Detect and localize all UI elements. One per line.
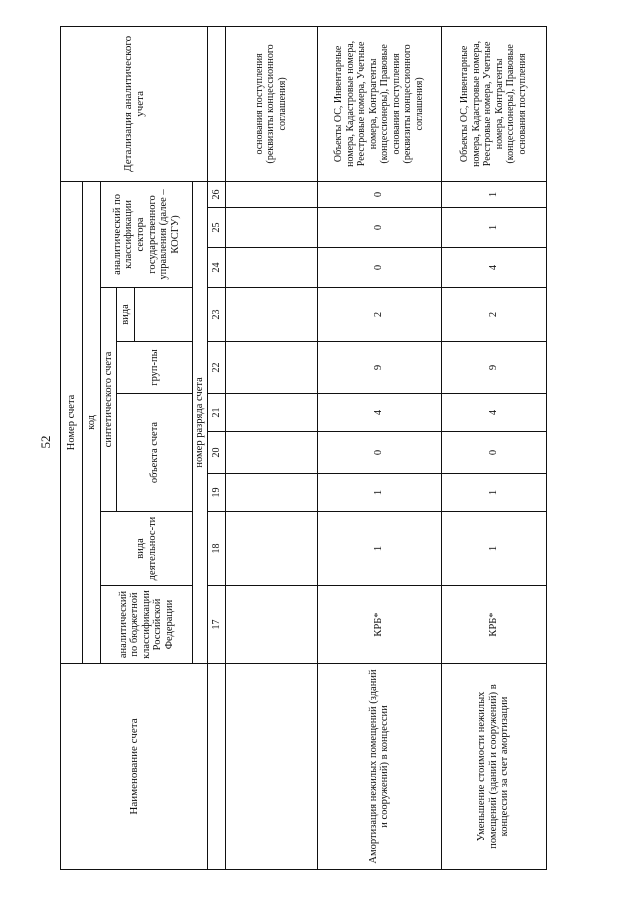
header-synthetic: синтетического счета bbox=[101, 288, 117, 512]
column-number: 20 bbox=[207, 432, 225, 474]
row-cell: 1 bbox=[441, 208, 546, 248]
row-cell bbox=[225, 248, 317, 288]
row-cell: 0 bbox=[317, 181, 441, 207]
accounts-table bbox=[60, 26, 547, 870]
column-number: 21 bbox=[207, 394, 225, 432]
row-cell: 1 bbox=[317, 474, 441, 512]
column-number: 22 bbox=[207, 342, 225, 394]
row-cell bbox=[225, 342, 317, 394]
row-cell: 1 bbox=[441, 512, 546, 586]
row-cell bbox=[225, 208, 317, 248]
row-cell: 4 bbox=[441, 248, 546, 288]
header-account-name: Наименование счета bbox=[61, 664, 208, 870]
row-cell bbox=[225, 394, 317, 432]
column-number: 24 bbox=[207, 248, 225, 288]
table-row bbox=[225, 26, 317, 869]
column-number: 25 bbox=[207, 208, 225, 248]
row-detail: основания поступления (реквизиты концессионного соглашения) bbox=[225, 26, 317, 181]
row-cell bbox=[225, 474, 317, 512]
row-cell: 1 bbox=[317, 512, 441, 586]
row-cell bbox=[225, 512, 317, 586]
header-kind: вида bbox=[117, 288, 135, 342]
header-digit-number: номер разряда счета bbox=[193, 181, 208, 663]
header-group: груп-пы bbox=[117, 342, 193, 394]
header-account-number: Номер счета bbox=[61, 181, 83, 663]
header-detail: Детализация аналитического учета bbox=[61, 26, 208, 181]
header-activity-type: вида деятельнос-ти bbox=[101, 512, 193, 586]
row-detail: Объекты ОС, Инвентарные номера, Кадастровые номера, Реестровые номера, Учетные номера, Контрагенты (концессионеры), Правовые основания поступления bbox=[441, 26, 546, 181]
row-cell: 2 bbox=[441, 288, 546, 342]
row-detail: Объекты ОС, Инвентарные номера, Кадастровые номера, Реестровые номера, Учетные номера, Контрагенты (концессионеры), Правовые основания поступления (реквизиты концессионного соглашения) bbox=[317, 26, 441, 181]
row-cell bbox=[225, 432, 317, 474]
header-row-1 bbox=[61, 26, 83, 869]
header-object: объекта счета bbox=[117, 394, 193, 512]
row-cell bbox=[225, 586, 317, 664]
column-number: 19 bbox=[207, 474, 225, 512]
row-cell: 4 bbox=[317, 394, 441, 432]
column-numbers-row bbox=[207, 26, 225, 869]
table-row bbox=[317, 26, 441, 869]
column-number-blank bbox=[207, 664, 225, 870]
row-cell: 0 bbox=[317, 208, 441, 248]
row-cell: 9 bbox=[317, 342, 441, 394]
row-cell: 0 bbox=[317, 432, 441, 474]
row-account-name bbox=[225, 664, 317, 870]
row-account-name: Уменьшение стоимости нежилых помещений (зданий и сооружений) в концессии за счет амортизации bbox=[441, 664, 546, 870]
column-number: 26 bbox=[207, 181, 225, 207]
column-number: 17 bbox=[207, 586, 225, 664]
header-bk-analytic: аналитический по бюджетной классификации Российской Федерации bbox=[101, 586, 193, 664]
row-cell: 0 bbox=[317, 248, 441, 288]
column-number-blank bbox=[207, 26, 225, 181]
column-number: 23 bbox=[207, 288, 225, 342]
row-cell: 9 bbox=[441, 342, 546, 394]
row-cell: 1 bbox=[441, 474, 546, 512]
row-cell bbox=[225, 181, 317, 207]
table-row bbox=[441, 26, 546, 869]
page-number: 52 bbox=[38, 435, 53, 449]
row-cell: 2 bbox=[317, 288, 441, 342]
column-number: 18 bbox=[207, 512, 225, 586]
header-code: код bbox=[83, 181, 101, 663]
row-cell: 0 bbox=[441, 432, 546, 474]
row-cell: КРБ* bbox=[317, 586, 441, 664]
row-cell: КРБ* bbox=[441, 586, 546, 664]
row-cell: 1 bbox=[441, 181, 546, 207]
row-account-name: Амортизация нежилых помещений (зданий и сооружений) в концессии bbox=[317, 664, 441, 870]
header-kind-spacer bbox=[135, 288, 193, 342]
row-cell: 4 bbox=[441, 394, 546, 432]
header-kosgu: аналитический по классификации сектора государственного управления (далее – КОСГУ) bbox=[101, 181, 193, 287]
row-cell bbox=[225, 288, 317, 342]
